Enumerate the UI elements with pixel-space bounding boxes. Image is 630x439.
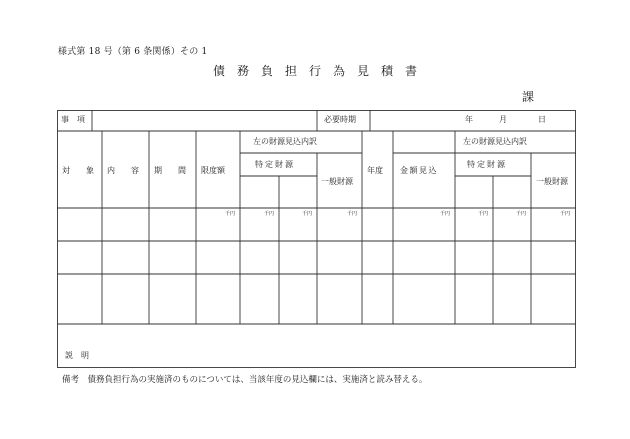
month-label: 月	[499, 115, 507, 124]
explanation-label: 説 明	[65, 351, 89, 360]
column-header-period: 期 間	[154, 166, 186, 175]
required-period-label: 必要時期	[324, 115, 356, 124]
unit-label: 千円	[560, 211, 571, 217]
column-header-estimated-amount: 金額見込	[400, 166, 438, 175]
column-header-content: 内 容	[107, 166, 139, 175]
item-label: 事 項	[61, 115, 85, 124]
unit-label: 千円	[347, 211, 358, 217]
estimate-table	[57, 110, 576, 368]
table-grid-lines	[57, 110, 576, 368]
column-header-target: 対 象	[62, 166, 94, 175]
specific-source-header-right: 特定財源	[467, 160, 507, 169]
unit-label: 千円	[516, 211, 527, 217]
unit-label: 千円	[478, 211, 489, 217]
unit-label: 千円	[264, 211, 275, 217]
section-label: 課	[522, 90, 535, 104]
form-number-label: 様式第 18 号（第 6 条関係）その 1	[58, 47, 208, 57]
document-title: 債務負担行為見積書	[212, 64, 429, 78]
unit-label: 千円	[225, 211, 236, 217]
breakdown-header-left: 左の財源見込内訳	[253, 137, 317, 146]
unit-label: 千円	[302, 211, 313, 217]
specific-source-header-left: 特定財源	[255, 160, 295, 169]
general-source-header-left: 一般財源	[321, 177, 353, 186]
day-label: 日	[538, 115, 546, 124]
year-label: 年	[465, 115, 473, 124]
column-header-limit-amount: 限度額	[201, 166, 225, 175]
column-header-fiscal-year: 年度	[367, 166, 383, 175]
unit-label: 千円	[440, 211, 451, 217]
breakdown-header-right: 左の財源見込内訳	[463, 137, 527, 146]
footer-note: 備考 債務負担行為の実施済のものについては、当該年度の見込欄には、実施済と読み替える。	[62, 375, 428, 385]
general-source-header-right: 一般財源	[536, 177, 568, 186]
